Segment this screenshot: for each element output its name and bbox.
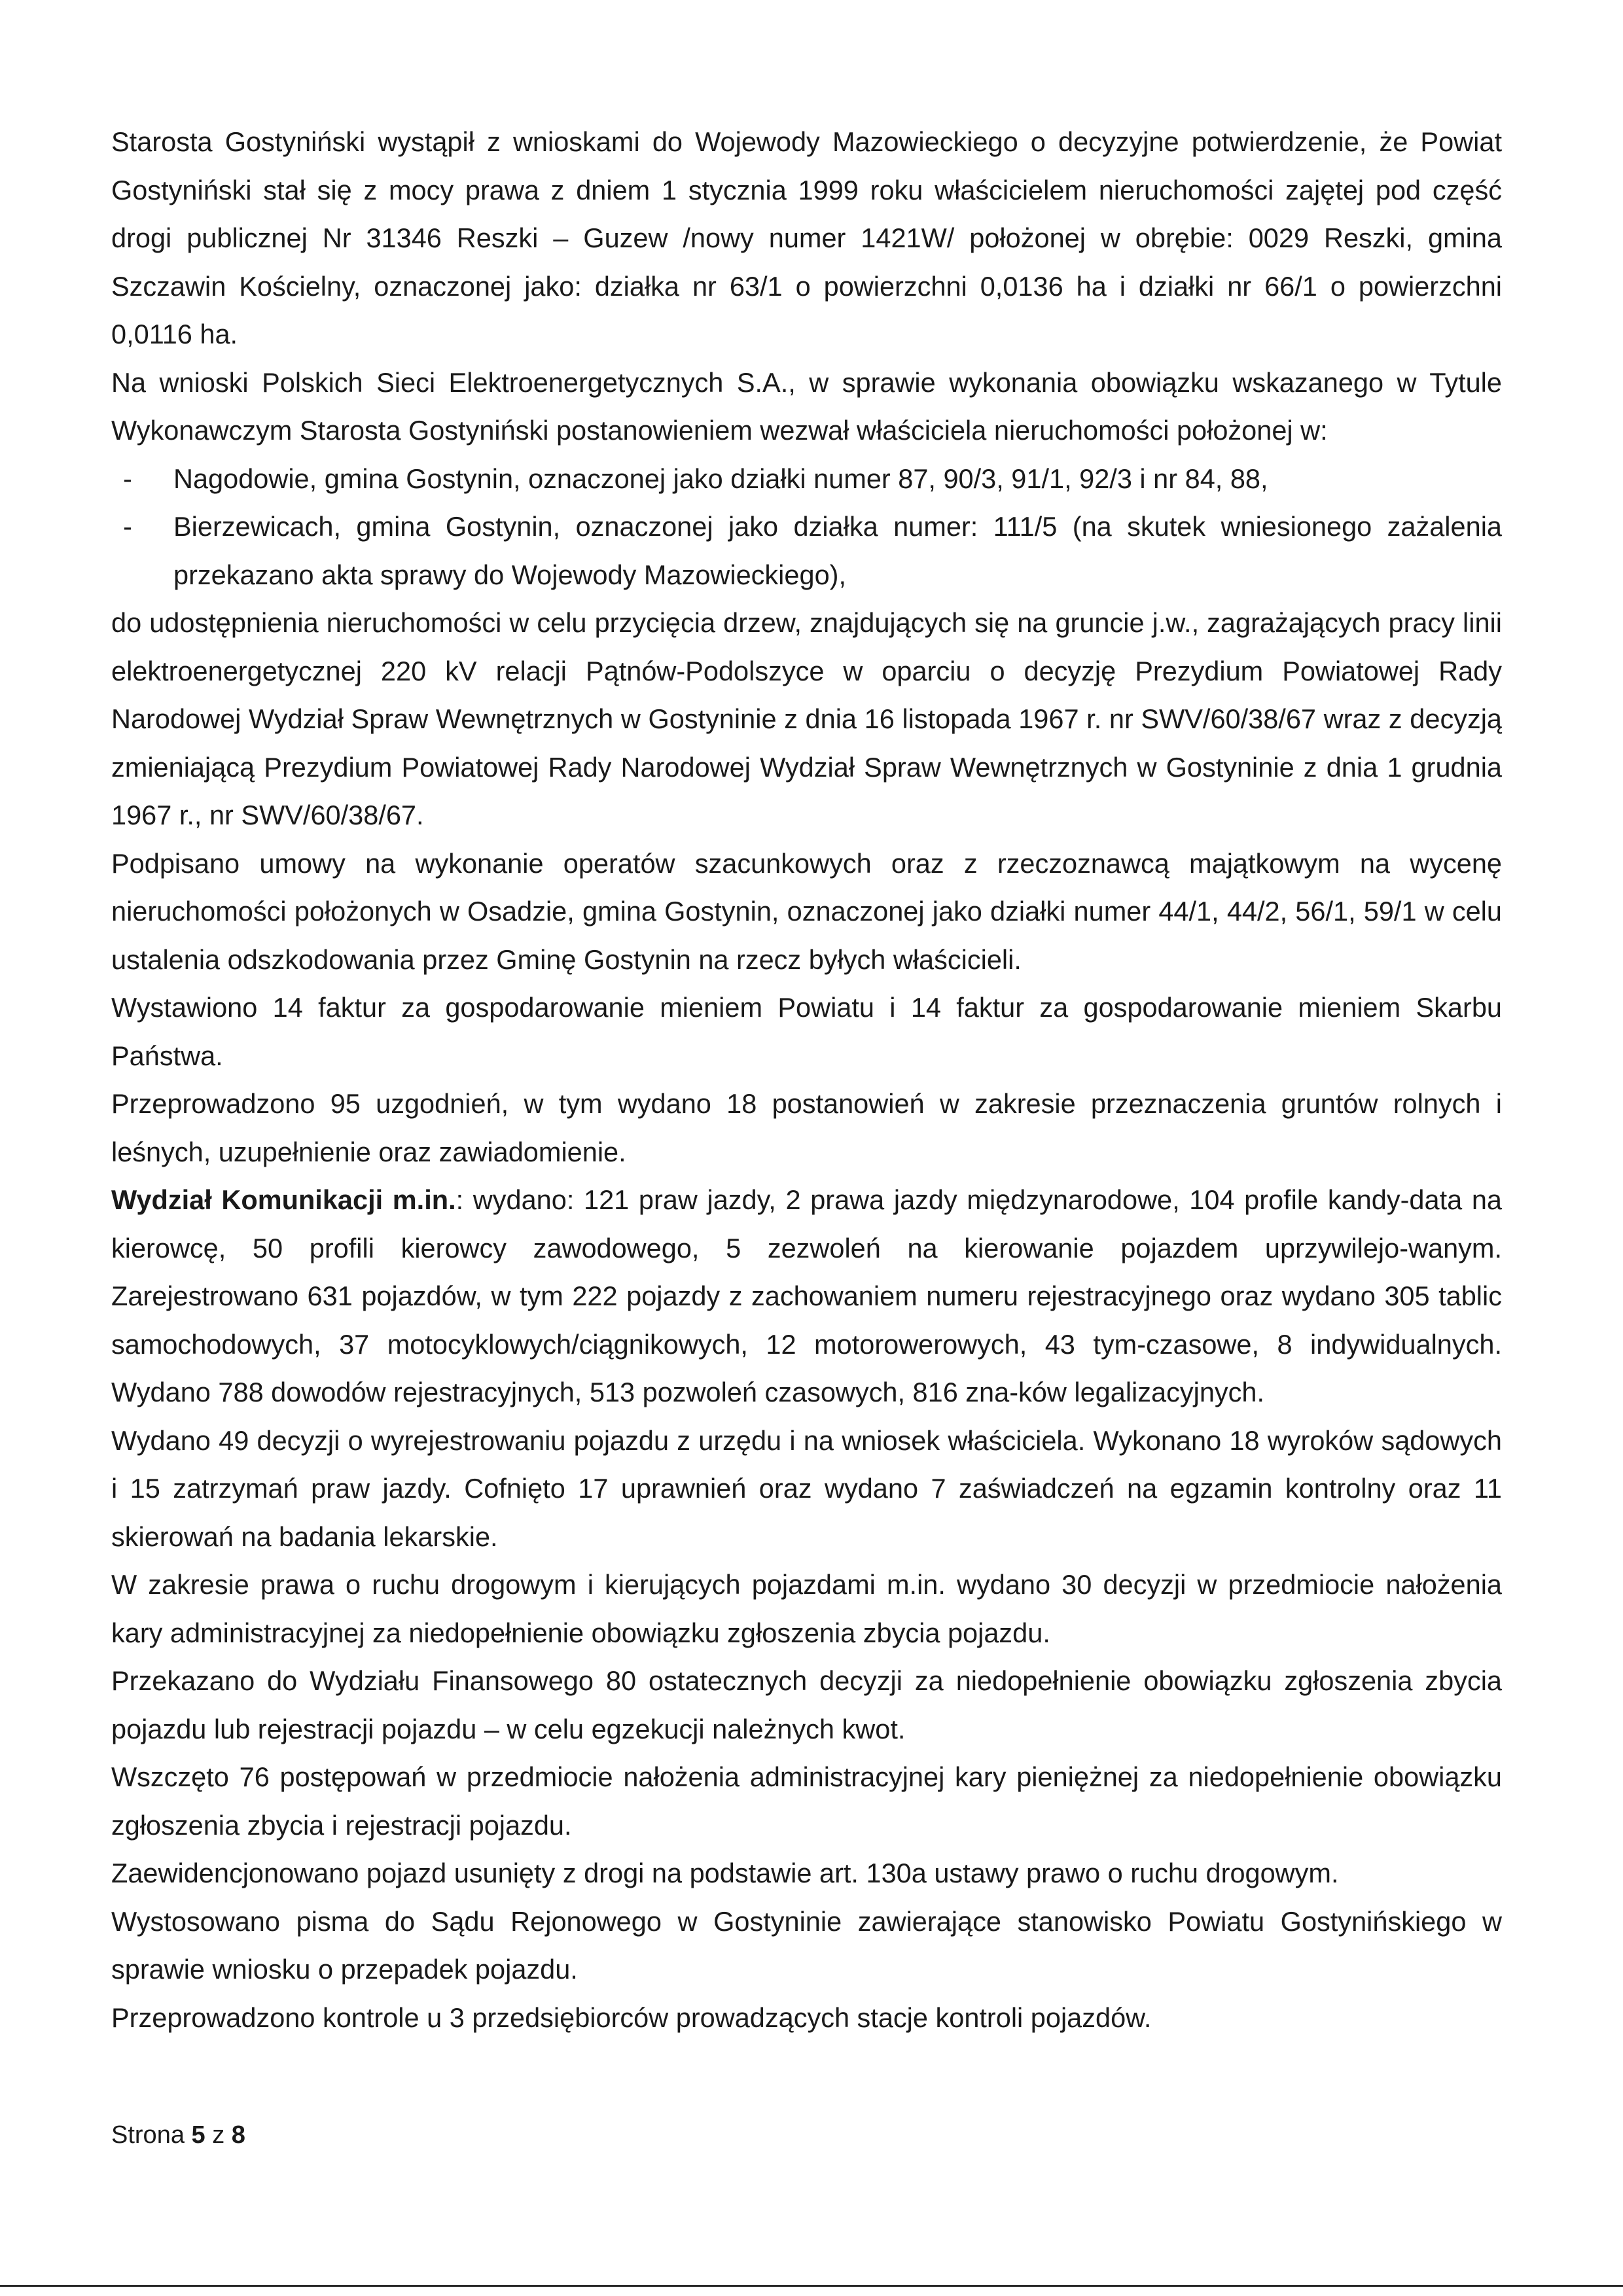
section-heading: Wydział Komunikacji m.in.: [111, 1184, 456, 1215]
page-total: 8: [231, 2121, 245, 2149]
paragraph: Przeprowadzono 95 uzgodnień, w tym wydano 18 postanowień w zakresie przeznaczenia gruntów rolnych i leśnych, uzupełnienie oraz zawiadomienie.: [111, 1088, 1502, 1167]
paragraph: Wystosowano pisma do Sądu Rejonowego w Gostyninie zawierające stanowisko Powiatu Gostynińskiego w sprawie wniosku o przepadek pojazdu.: [111, 1905, 1502, 1985]
paragraph: W zakresie prawa o ruchu drogowym i kierujących pojazdami m.in. wydano 30 decyzji w przedmiocie nałożenia kary administracyjnej za niedopełnienie obowiązku zgłoszenia zbycia pojazdu.: [111, 1569, 1502, 1648]
dash-bullet: -: [123, 463, 132, 494]
bottom-edge-line: [0, 2285, 1623, 2287]
list-item: [111, 455, 1502, 503]
list-item-text: Bierzewicach, gmina Gostynin, oznaczonej jako działka numer: 111/5 (na skutek wniesionego zażalenia przekazano akta sprawy do Wojewody Mazowieckiego),: [173, 511, 1502, 590]
paragraph: Wszczęto 76 postępowań w przedmiocie nałożenia administracyjnej kary pieniężnej za niedopełnienie obowiązku zgłoszenia zbycia i rejestracji pojazdu.: [111, 1761, 1502, 1841]
dash-bullet: -: [123, 511, 132, 542]
paragraph: Starosta Gostyniński wystąpił z wnioskami do Wojewody Mazowieckiego o decyzyjne potwierdzenie, że Powiat Gostyniński stał się z mocy prawa z dniem 1 stycznia 1999 roku właścicielem nieruchomości zajętej pod część drogi publicznej Nr 31346 Reszki – Guzew /nowy numer 1421W/ położonej w obrębie: 0029 Reszki, gmina Szczawin Kościelny, oznaczonej jako: działka nr 63/1 o powierzchni 0,0136 ha i działki nr 66/1 o powierzchni 0,0116 ha.: [111, 126, 1502, 349]
paragraph: Przekazano do Wydziału Finansowego 80 ostatecznych decyzji za niedopełnienie obowiązku zgłoszenia zbycia pojazdu lub rejestracji pojazdu – w celu egzekucji należnych kwot.: [111, 1665, 1502, 1744]
page-label: Strona: [111, 2121, 185, 2149]
paragraph-komunikacja: [111, 1176, 1502, 1417]
page-separator: z: [212, 2121, 225, 2149]
paragraph: Zaewidencjonowano pojazd usunięty z drogi na podstawie art. 130a ustawy prawo o ruchu drogowym.: [111, 1858, 1339, 1888]
page-footer: [111, 2119, 245, 2151]
page-number: 5: [191, 2121, 205, 2149]
list-item: [111, 503, 1502, 599]
paragraph: Na wnioski Polskich Sieci Elektroenergetycznych S.A., w sprawie wykonania obowiązku wskazanego w Tytule Wykonawczym Starosta Gostyniński postanowieniem wezwał właściciela nieruchomości położonej w:: [111, 366, 1502, 446]
paragraph: Przeprowadzono kontrole u 3 przedsiębiorców prowadzących stacje kontroli pojazdów.: [111, 2002, 1152, 2033]
bullet-list: [111, 455, 1502, 599]
paragraph: Podpisano umowy na wykonanie operatów szacunkowych oraz z rzeczoznawcą majątkowym na wycenę nieruchomości położonych w Osadzie, gmina Gostynin, oznaczonej jako działki numer 44/1, 44/2, 56/1, 59/1 w celu ustalenia odszkodowania przez Gminę Gostynin na rzecz byłych właścicieli.: [111, 847, 1502, 975]
list-item-text: Nagodowie, gmina Gostynin, oznaczonej jako działki numer 87, 90/3, 91/1, 92/3 i nr 84, 88,: [173, 463, 1268, 494]
paragraph: Wydano 49 decyzji o wyrejestrowaniu pojazdu z urzędu i na wniosek właściciela. Wykonano 18 wyroków sądowych i 15 zatrzymań praw jazdy. Cofnięto 17 uprawnień oraz wydano 7 zaświadczeń na egzamin kontrolny oraz 11 skierowań na badania lekarskie.: [111, 1424, 1502, 1552]
paragraph: Wystawiono 14 faktur za gospodarowanie mieniem Powiatu i 14 faktur za gospodarowanie mieniem Skarbu Państwa.: [111, 992, 1502, 1071]
paragraph-text: : wydano: 121 praw jazdy, 2 prawa jazdy międzynarodowe, 104 profile kandy-data na kierowcę, 50 profili kierowcy zawodowego, 5 zezwoleń na kierowanie pojazdem uprzywilejo-wanym. Zarejestrowano 631 pojazdów, w tym 222 pojazdy z zachowaniem numeru rejestracyjnego oraz wydano 305 tablic samochodowych, 37 motocyklowych/ciągnikowych, 12 motorowerowych, 43 tym-czasowe, 8 indywidualnych. Wydano 788 dowodów rejestracyjnych, 513 pozwoleń czasowych, 816 zna-ków legalizacyjnych.: [111, 1184, 1502, 1407]
document-body: [111, 118, 1502, 2041]
paragraph: do udostępnienia nieruchomości w celu przycięcia drzew, znajdujących się na gruncie j.w., zagrażających pracy linii elektroenergetycznej 220 kV relacji Pątnów-Podolszyce w oparciu o decyzję Prezydium Powiatowej Rady Narodowej Wydział Spraw Wewnętrznych w Gostyninie z dnia 16 listopada 1967 r. nr SWV/60/38/67 wraz z decyzją zmieniającą Prezydium Powiatowej Rady Narodowej Wydział Spraw Wewnętrznych w Gostyninie z dnia 1 grudnia 1967 r., nr SWV/60/38/67.: [111, 607, 1502, 830]
